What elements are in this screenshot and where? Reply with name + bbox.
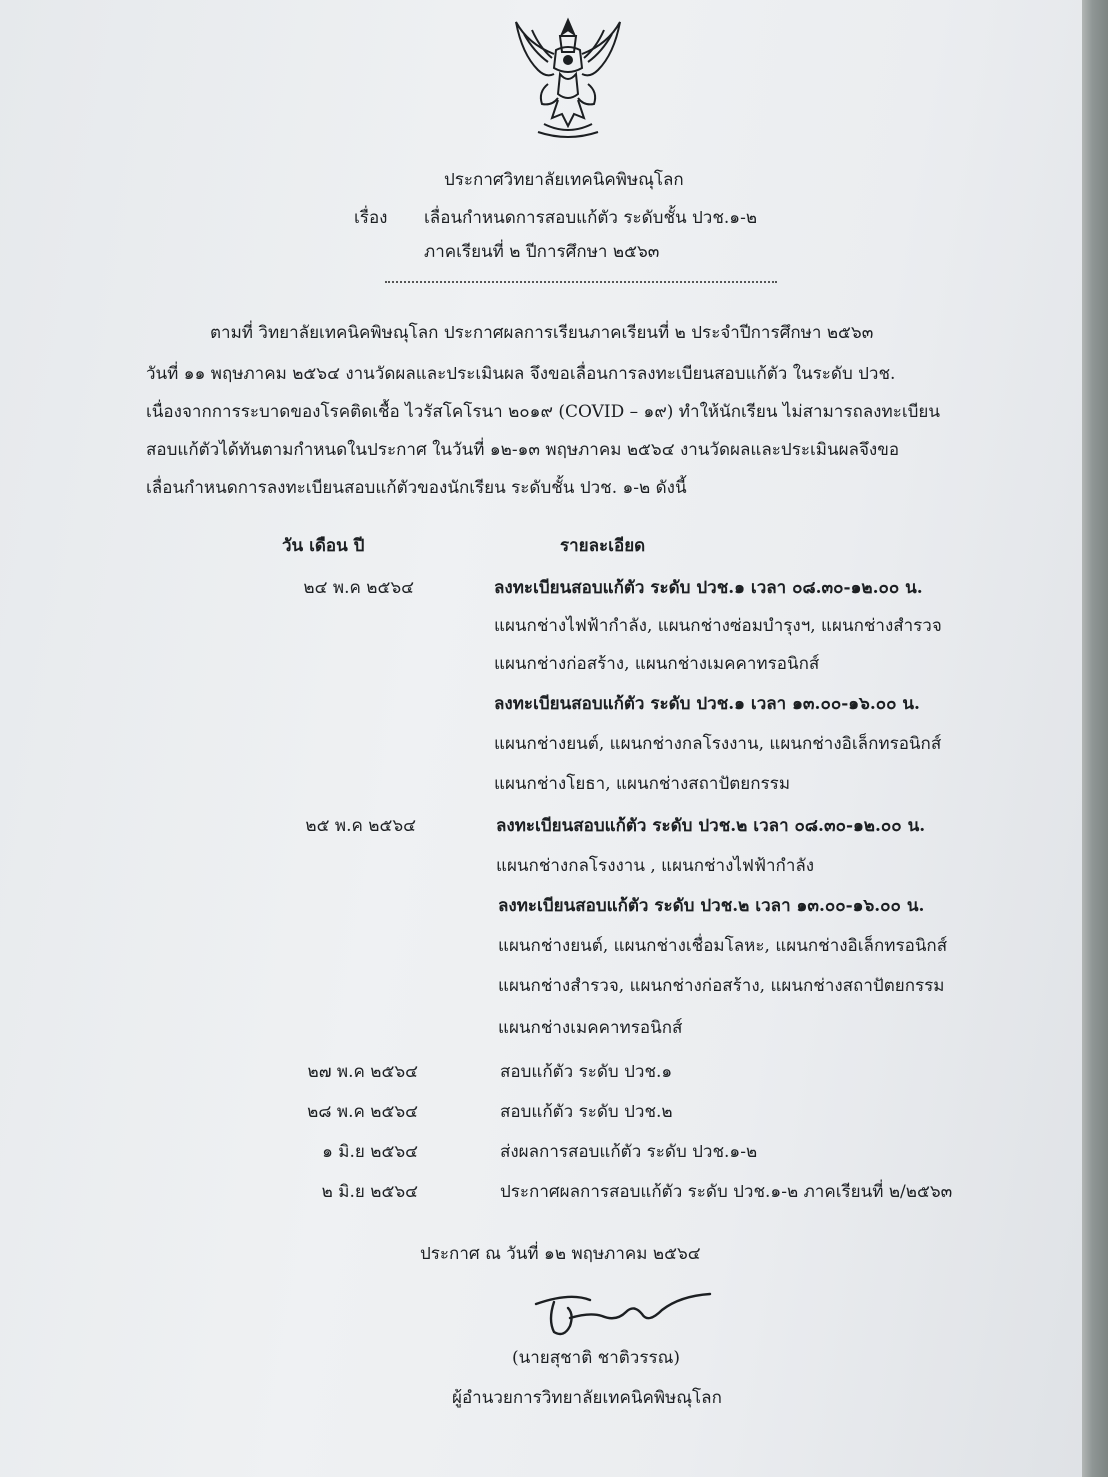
schedule-detail: ลงทะเบียนสอบแก้ตัว ระดับ ปวช.๒ เวลา ๑๓.๐๐-๑๖.๐๐ น. xyxy=(498,896,925,916)
schedule-detail: แผนกช่างยนต์, แผนกช่างเชื่อมโลหะ, แผนกช่างอิเล็กทรอนิกส์ xyxy=(498,936,948,956)
announcement-date: ประกาศ ณ วันที่ ๑๒ พฤษภาคม ๒๕๖๔ xyxy=(420,1244,701,1264)
signer-name: (นายสุชาติ ชาติวรรณ) xyxy=(512,1348,680,1368)
schedule-detail: ลงทะเบียนสอบแก้ตัว ระดับ ปวช.๒ เวลา ๐๘.๓๐-๑๒.๐๐ น. xyxy=(496,816,926,836)
body-line: วันที่ ๑๑ พฤษภาคม ๒๕๖๔ งานวัดผลและประเมินผล จึงขอเลื่อนการลงทะเบียนสอบแก้ตัว ในระดับ ปวช. xyxy=(146,364,896,384)
column-header-detail: รายละเอียด xyxy=(560,536,646,556)
subject-label: เรื่อง xyxy=(354,208,388,228)
announcement-title: ประกาศวิทยาลัยเทคนิคพิษณุโลก xyxy=(444,170,684,190)
column-header-date: วัน เดือน ปี xyxy=(282,536,365,556)
signature-mark xyxy=(530,1290,720,1350)
body-line: เลื่อนกำหนดการลงทะเบียนสอบแก้ตัวของนักเรียน ระดับชั้น ปวช. ๑-๒ ดังนี้ xyxy=(146,478,687,498)
schedule-detail: ส่งผลการสอบแก้ตัว ระดับ ปวช.๑-๒ xyxy=(500,1142,758,1162)
schedule-date: ๒๗ พ.ค ๒๕๖๔ xyxy=(307,1062,418,1082)
schedule-detail: แผนกช่างเมคคาทรอนิกส์ xyxy=(498,1018,683,1038)
schedule-detail: ลงทะเบียนสอบแก้ตัว ระดับ ปวช.๑ เวลา ๐๘.๓๐-๑๒.๐๐ น. xyxy=(494,578,923,598)
schedule-date: ๒ มิ.ย ๒๕๖๔ xyxy=(321,1182,418,1202)
term-text: ภาคเรียนที่ ๒ ปีการศึกษา ๒๕๖๓ xyxy=(424,242,660,262)
schedule-detail: แผนกช่างโยธา, แผนกช่างสถาปัตยกรรม xyxy=(494,774,791,794)
background-surface xyxy=(1082,0,1108,1477)
divider xyxy=(385,281,777,283)
subject-text: เลื่อนกำหนดการสอบแก้ตัว ระดับชั้น ปวช.๑-๒ xyxy=(424,208,758,228)
schedule-detail: ลงทะเบียนสอบแก้ตัว ระดับ ปวช.๑ เวลา ๑๓.๐๐-๑๖.๐๐ น. xyxy=(494,694,920,714)
schedule-detail: สอบแก้ตัว ระดับ ปวช.๒ xyxy=(500,1102,673,1122)
body-line: เนื่องจากการระบาดของโรคติดเชื้อ ไวรัสโคโรนา ๒๐๑๙ (COVID – ๑๙) ทำให้นักเรียน ไม่สามารถลงทะเบียน xyxy=(146,402,941,422)
schedule-detail: แผนกช่างกลโรงงาน , แผนกช่างไฟฟ้ากำลัง xyxy=(496,856,815,876)
schedule-date: ๑ มิ.ย ๒๕๖๔ xyxy=(322,1142,418,1162)
signer-title: ผู้อำนวยการวิทยาลัยเทคนิคพิษณุโลก xyxy=(452,1388,722,1408)
schedule-date: ๒๕ พ.ค ๒๕๖๔ xyxy=(305,816,416,836)
garuda-emblem-icon xyxy=(508,14,628,142)
body-line: ตามที่ วิทยาลัยเทคนิคพิษณุโลก ประกาศผลการเรียนภาคเรียนที่ ๒ ประจำปีการศึกษา ๒๕๖๓ xyxy=(210,323,874,343)
schedule-detail: แผนกช่างไฟฟ้ากำลัง, แผนกช่างซ่อมบำรุงฯ, แผนกช่างสำรวจ xyxy=(494,616,942,636)
schedule-detail: แผนกช่างยนต์, แผนกช่างกลโรงงาน, แผนกช่างอิเล็กทรอนิกส์ xyxy=(494,734,942,754)
schedule-date: ๒๘ พ.ค ๒๕๖๔ xyxy=(307,1102,418,1122)
schedule-detail: แผนกช่างสำรวจ, แผนกช่างก่อสร้าง, แผนกช่างสถาปัตยกรรม xyxy=(498,976,945,996)
schedule-detail: ประกาศผลการสอบแก้ตัว ระดับ ปวช.๑-๒ ภาคเรียนที่ ๒/๒๕๖๓ xyxy=(500,1182,953,1202)
schedule-detail: แผนกช่างก่อสร้าง, แผนกช่างเมคคาทรอนิกส์ xyxy=(494,654,820,674)
schedule-detail: สอบแก้ตัว ระดับ ปวช.๑ xyxy=(500,1062,673,1082)
schedule-date: ๒๔ พ.ค ๒๕๖๔ xyxy=(303,578,414,598)
body-line: สอบแก้ตัวได้ทันตามกำหนดในประกาศ ในวันที่ ๑๒-๑๓ พฤษภาคม ๒๕๖๔ งานวัดผลและประเมินผลจึงขอ xyxy=(146,440,900,460)
